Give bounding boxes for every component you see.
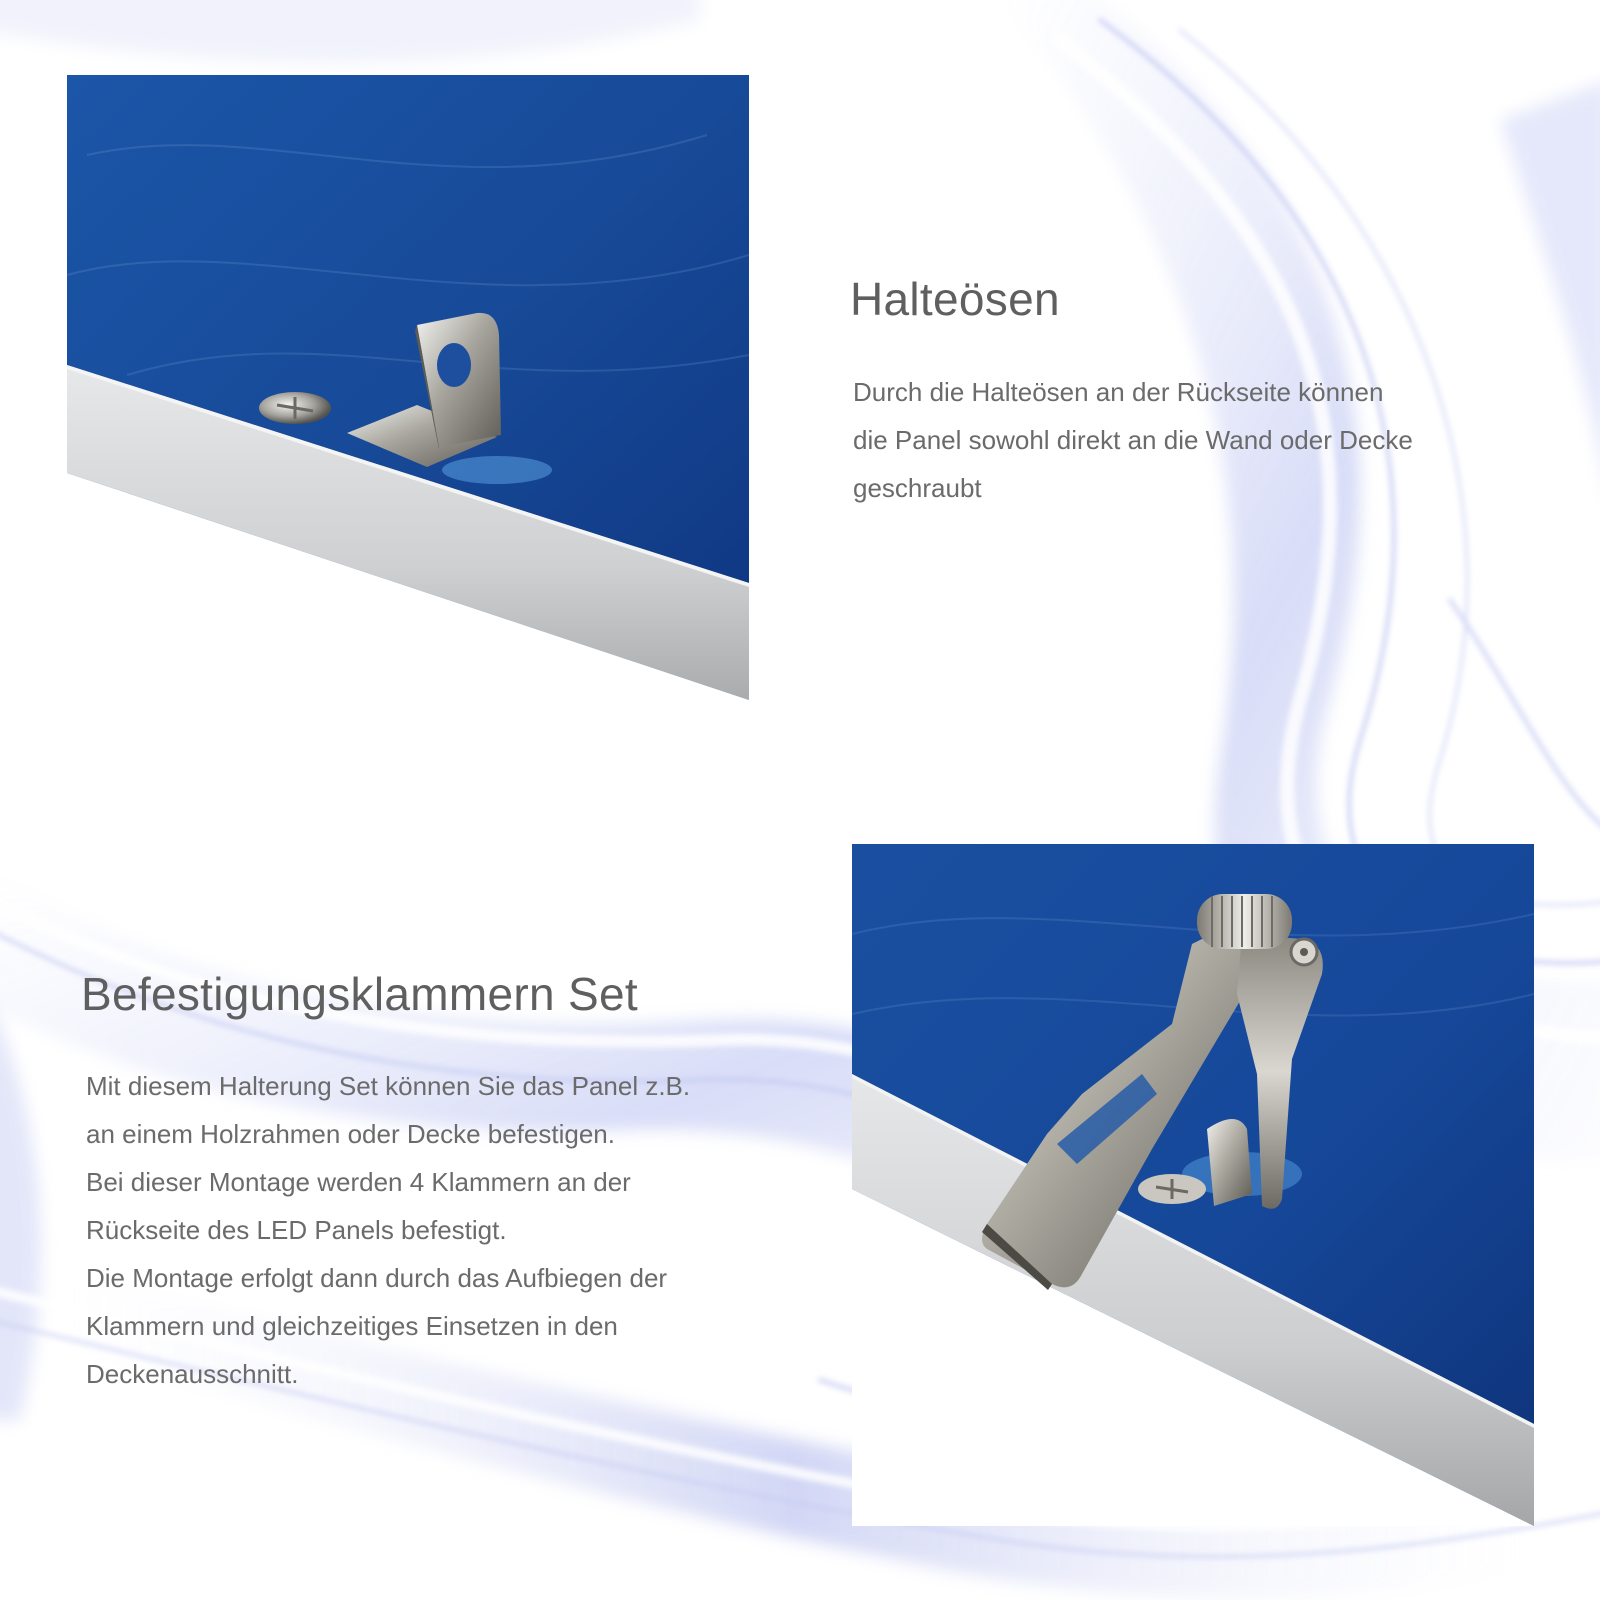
description-line: Rückseite des LED Panels befestigt. — [86, 1215, 507, 1245]
description-line: an einem Holzrahmen oder Decke befestigen. — [86, 1119, 615, 1149]
description-line: Deckenausschnitt. — [86, 1359, 299, 1389]
photo-mounting-eyelet — [67, 75, 749, 700]
section-description-befestigungsklammern — [86, 1062, 690, 1398]
photo-spring-clip — [852, 844, 1534, 1526]
description-line: die Panel sowohl direkt an die Wand oder Decke — [853, 425, 1413, 455]
description-line: Die Montage erfolgt dann durch das Aufbiegen der — [86, 1263, 668, 1293]
description-line: geschraubt — [853, 473, 982, 503]
description-line: Klammern und gleichzeitiges Einsetzen in den — [86, 1311, 618, 1341]
section-title-haltoesen: Halteösen — [850, 273, 1060, 325]
section-title-befestigungsklammern: Befestigungsklammern Set — [81, 968, 638, 1020]
description-line: Durch die Halteösen an der Rückseite können — [853, 377, 1384, 407]
description-line: Mit diesem Halterung Set können Sie das Panel z.B. — [86, 1071, 691, 1101]
section-description-haltoesen — [853, 368, 1413, 512]
description-line: Bei dieser Montage werden 4 Klammern an der — [86, 1167, 631, 1197]
